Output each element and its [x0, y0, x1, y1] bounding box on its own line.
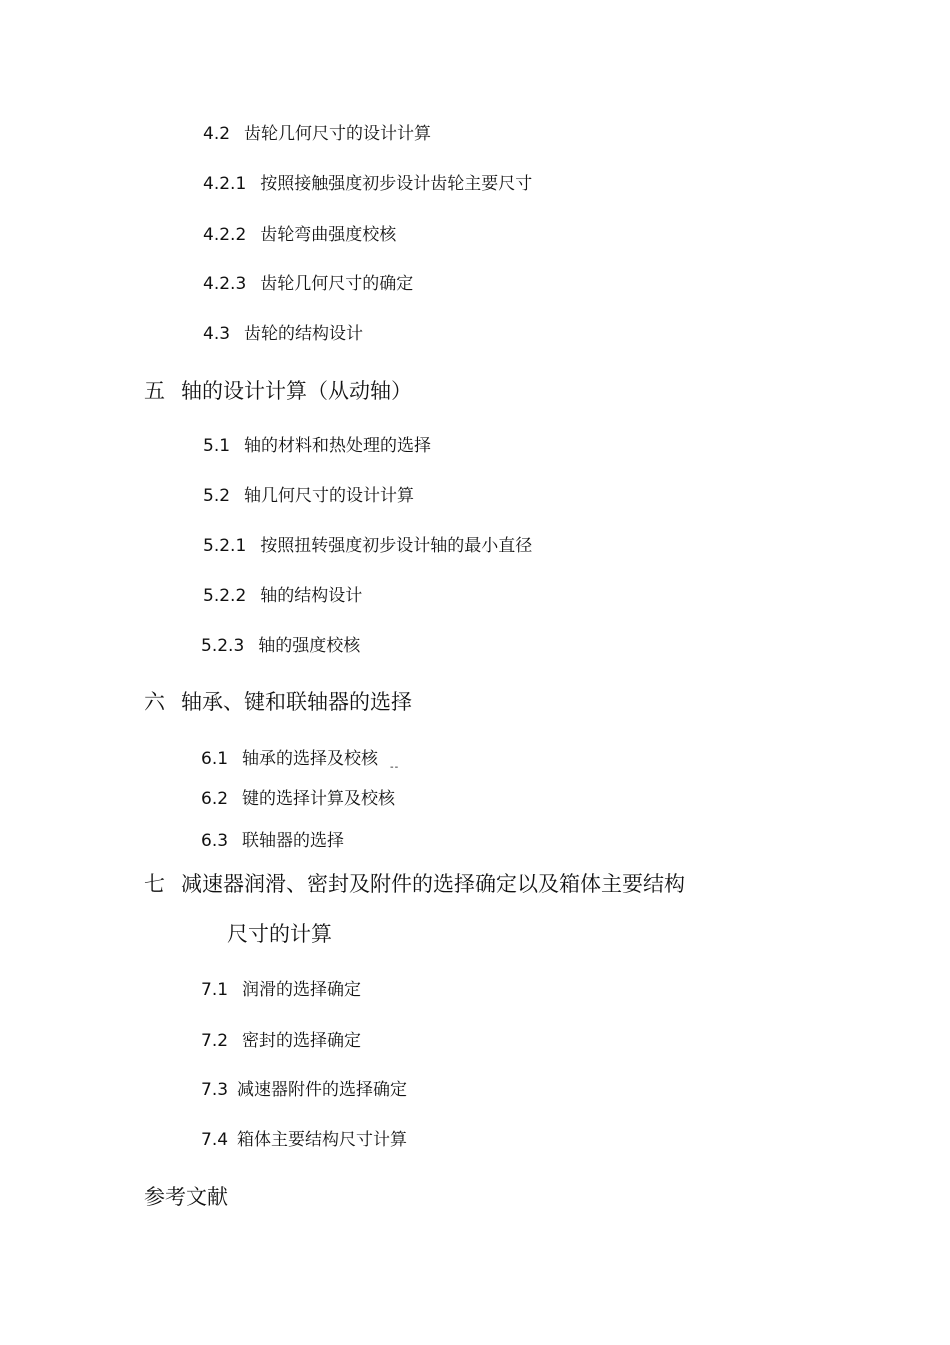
toc-section-title-cont: 尺寸的计算 — [227, 922, 332, 946]
toc-item-5-2-3[interactable] — [201, 638, 360, 655]
toc-number: 7.1 — [201, 980, 229, 1000]
toc-section-number: 七 — [144, 872, 165, 896]
toc-number: 7.2 — [201, 1031, 229, 1051]
toc-title: 密封的选择确定 — [242, 1031, 362, 1051]
toc-number: 7.4 — [201, 1130, 229, 1150]
toc-references[interactable] — [144, 1187, 228, 1208]
toc-item-6-3[interactable] — [201, 833, 344, 850]
toc-item-5-2-1[interactable] — [203, 538, 532, 555]
toc-title: 轴的强度校核 — [258, 636, 361, 656]
toc-section-5[interactable] — [144, 381, 412, 402]
toc-item-4-2-1[interactable] — [203, 176, 532, 193]
toc-title: 按照扭转强度初步设计轴的最小直径 — [260, 536, 533, 556]
toc-section-7-continuation — [227, 924, 332, 945]
toc-title: 齿轮的结构设计 — [244, 324, 364, 344]
toc-item-4-3[interactable] — [203, 326, 363, 343]
toc-section-title: 轴承、键和联轴器的选择 — [181, 690, 412, 714]
toc-title: 轴的结构设计 — [260, 586, 363, 606]
toc-item-4-2[interactable] — [203, 126, 431, 143]
toc-title: 联轴器的选择 — [242, 831, 345, 851]
toc-section-7[interactable] — [144, 874, 685, 895]
toc-title: 箱体主要结构尺寸计算 — [237, 1130, 408, 1150]
toc-number: 4.2 — [203, 124, 231, 144]
toc-title: 减速器附件的选择确定 — [237, 1080, 408, 1100]
toc-section-title: 减速器润滑、密封及附件的选择确定以及箱体主要结构 — [181, 872, 685, 896]
toc-item-4-2-3[interactable] — [203, 276, 413, 293]
toc-item-6-1[interactable] — [201, 751, 399, 773]
toc-number: 4.3 — [203, 324, 231, 344]
toc-number: 5.2 — [203, 486, 231, 506]
toc-item-7-3[interactable] — [201, 1082, 407, 1099]
toc-title: 轴的材料和热处理的选择 — [244, 436, 432, 456]
toc-number: 4.2.1 — [203, 174, 247, 194]
toc-number: 7.3 — [201, 1080, 229, 1100]
toc-section-number: 五 — [144, 379, 165, 403]
toc-item-6-2[interactable] — [201, 791, 395, 808]
toc-item-5-1[interactable] — [203, 438, 431, 455]
toc-title: 齿轮弯曲强度校核 — [260, 225, 397, 245]
toc-title: 轴承的选择及校核 — [242, 749, 379, 769]
toc-item-5-2-2[interactable] — [203, 588, 362, 605]
toc-title: 按照接触强度初步设计齿轮主要尺寸 — [260, 174, 533, 194]
toc-item-4-2-2[interactable] — [203, 227, 396, 244]
toc-item-5-2[interactable] — [203, 488, 414, 505]
toc-section-6[interactable] — [144, 692, 412, 713]
toc-title: 轴几何尺寸的设计计算 — [244, 486, 415, 506]
toc-title: 齿轮几何尺寸的确定 — [260, 274, 414, 294]
toc-leader-dots: -- — [390, 762, 400, 773]
toc-item-7-4[interactable] — [201, 1132, 407, 1149]
toc-number: 4.2.3 — [203, 274, 247, 294]
toc-references-title: 参考文献 — [144, 1185, 228, 1209]
toc-number: 5.2.2 — [203, 586, 247, 606]
toc-number: 4.2.2 — [203, 225, 247, 245]
toc-section-number: 六 — [144, 690, 165, 714]
toc-item-7-2[interactable] — [201, 1033, 361, 1050]
toc-item-7-1[interactable] — [201, 982, 361, 999]
toc-title: 键的选择计算及校核 — [242, 789, 396, 809]
toc-number: 6.3 — [201, 831, 229, 851]
toc-number: 5.2.3 — [201, 636, 245, 656]
toc-number: 5.2.1 — [203, 536, 247, 556]
toc-number: 6.1 — [201, 749, 229, 769]
toc-number: 6.2 — [201, 789, 229, 809]
toc-number: 5.1 — [203, 436, 231, 456]
toc-title: 齿轮几何尺寸的设计计算 — [244, 124, 432, 144]
toc-title: 润滑的选择确定 — [242, 980, 362, 1000]
toc-section-title: 轴的设计计算（从动轴） — [181, 379, 412, 403]
